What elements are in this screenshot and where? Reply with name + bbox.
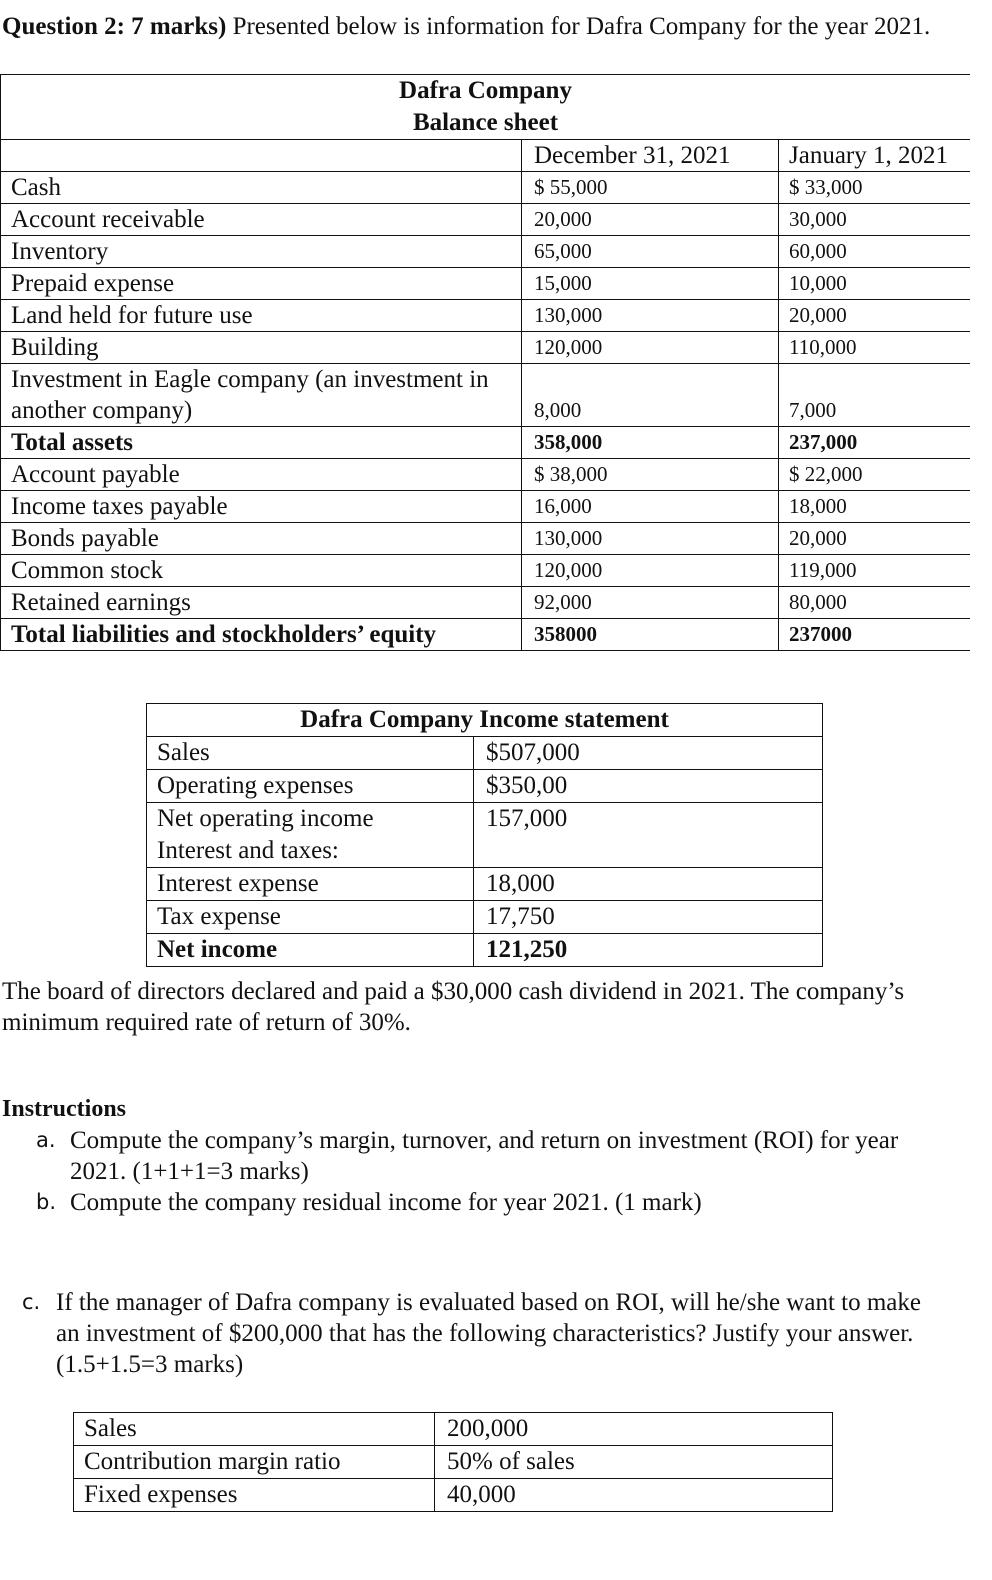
row-label: Interest expense (147, 868, 474, 901)
row-value: 50% of sales (435, 1446, 833, 1479)
row-dec: 120,000 (522, 332, 779, 364)
row-label: Account payable (1, 459, 522, 491)
row-label: Sales (147, 737, 474, 770)
row-label: Income taxes payable (1, 491, 522, 523)
list-marker: b. (36, 1190, 57, 1214)
row-dec: 358000 (522, 619, 779, 651)
table-row (147, 934, 823, 967)
row-value (474, 835, 823, 868)
row-value: 200,000 (447, 1415, 529, 1442)
row-value: $507,000 (474, 737, 823, 770)
list-text: If the manager of Dafra company is evaluated based on ROI, will he/she want to make an investment of $200,000 that has the following characteristics? Justify your answer. (1.5+1.5=3 marks) (56, 1289, 921, 1378)
question-heading (2, 12, 970, 42)
table-row (147, 901, 823, 934)
row-dec: 16,000 (522, 491, 779, 523)
row-dec: 130,000 (522, 300, 779, 332)
row-jan: 18,000 (779, 491, 971, 523)
list-item (36, 1125, 956, 1187)
table-row (74, 1413, 833, 1446)
table-row (1, 172, 971, 204)
row-label: Sales (74, 1413, 435, 1446)
table-row (74, 1446, 833, 1479)
instructions-list (36, 1125, 956, 1218)
table-row (1, 523, 971, 555)
row-label: Cash (1, 172, 522, 204)
investment-table (73, 1412, 833, 1512)
row-label: Operating expenses (147, 770, 474, 803)
row-label: Total assets (1, 427, 522, 459)
instructions-title: Instructions (2, 1096, 127, 1122)
list-marker: a. (36, 1128, 56, 1152)
instructions-list-c (22, 1287, 922, 1380)
row-label: Retained earnings (1, 587, 522, 619)
table-row (147, 737, 823, 770)
balance-sheet-title: Balance sheet (412, 109, 559, 136)
table-row (147, 803, 823, 836)
dividend-paragraph: The board of directors declared and paid a $30,000 cash dividend in 2021. The company’s minimum required rate of return of 30%. (2, 978, 905, 1036)
row-jan: 119,000 (779, 555, 971, 587)
row-dec: 8,000 (522, 364, 779, 427)
bs-header-dec: December 31, 2021 (522, 140, 779, 172)
list-text: Compute the company’s margin, turnover, and return on investment (ROI) for year 2021. (1+1+1=3 marks) (70, 1127, 899, 1185)
table-row (1, 268, 971, 300)
row-value: 157,000 (474, 803, 823, 836)
table-row (1, 491, 971, 523)
table-row (1, 459, 971, 491)
row-dec: 92,000 (522, 587, 779, 619)
row-dec: $ 55,000 (522, 172, 779, 204)
row-jan: 20,000 (779, 523, 971, 555)
row-dec: 20,000 (522, 204, 779, 236)
row-label: Land held for future use (1, 300, 522, 332)
row-label: Net income (147, 934, 474, 967)
table-row (1, 332, 971, 364)
row-jan: 20,000 (779, 300, 971, 332)
table-row (1, 427, 971, 459)
income-statement-table (146, 703, 823, 967)
row-label: Tax expense (147, 901, 474, 934)
row-jan: 110,000 (779, 332, 971, 364)
bs-header-jan: January 1, 2021 (779, 140, 971, 172)
row-value: 17,750 (474, 901, 823, 934)
row-label: Inventory (1, 236, 522, 268)
table-row (1, 555, 971, 587)
row-label: Net operating income (147, 803, 474, 836)
row-label: Fixed expenses (74, 1479, 435, 1512)
row-label: Total liabilities and stockholders’ equity (1, 619, 522, 651)
row-label: Interest and taxes: (147, 835, 474, 868)
row-label: Common stock (1, 555, 522, 587)
row-label: Bonds payable (1, 523, 522, 555)
row-jan: 60,000 (779, 236, 971, 268)
list-text: Compute the company residual income for year 2021. (1 mark) (70, 1189, 702, 1216)
table-row (1, 236, 971, 268)
row-label: Contribution margin ratio (74, 1446, 435, 1479)
row-dec: 65,000 (522, 236, 779, 268)
row-label: Prepaid expense (1, 268, 522, 300)
row-value: 121,250 (474, 934, 823, 967)
row-value: $350,00 (474, 770, 823, 803)
row-jan: 30,000 (779, 204, 971, 236)
table-row (147, 835, 823, 868)
row-dec: 15,000 (522, 268, 779, 300)
list-item (22, 1287, 922, 1380)
list-marker: c. (22, 1290, 41, 1314)
row-value: 40,000 (435, 1479, 833, 1512)
row-jan: 7,000 (779, 364, 971, 427)
row-jan: 80,000 (779, 587, 971, 619)
table-row (1, 204, 971, 236)
question-prefix: Question 2: 7 marks) (2, 13, 227, 40)
balance-sheet-table (0, 74, 970, 651)
row-dec: 358,000 (522, 427, 779, 459)
list-item (36, 1187, 956, 1218)
table-row (1, 619, 971, 651)
table-row (1, 364, 971, 427)
balance-sheet-company: Dafra Company (399, 77, 572, 104)
table-row (147, 770, 823, 803)
bs-header-blank (1, 140, 522, 172)
row-jan: 10,000 (779, 268, 971, 300)
row-jan: 237000 (779, 619, 971, 651)
table-row (1, 300, 971, 332)
row-jan: 237,000 (779, 427, 971, 459)
row-dec: 130,000 (522, 523, 779, 555)
question-text: Presented below is information for Dafra Company for the year 2021. (226, 13, 931, 40)
row-jan: $ 22,000 (779, 459, 971, 491)
row-dec: $ 38,000 (522, 459, 779, 491)
row-value: 18,000 (474, 868, 823, 901)
table-row (147, 868, 823, 901)
table-row (74, 1479, 833, 1512)
row-label: Account receivable (1, 204, 522, 236)
row-jan: $ 33,000 (779, 172, 971, 204)
row-label: Building (1, 332, 522, 364)
row-dec: 120,000 (522, 555, 779, 587)
table-row (1, 587, 971, 619)
row-label: Investment in Eagle company (an investment in another company) (1, 364, 522, 427)
income-statement-title: Dafra Company Income statement (300, 706, 669, 733)
